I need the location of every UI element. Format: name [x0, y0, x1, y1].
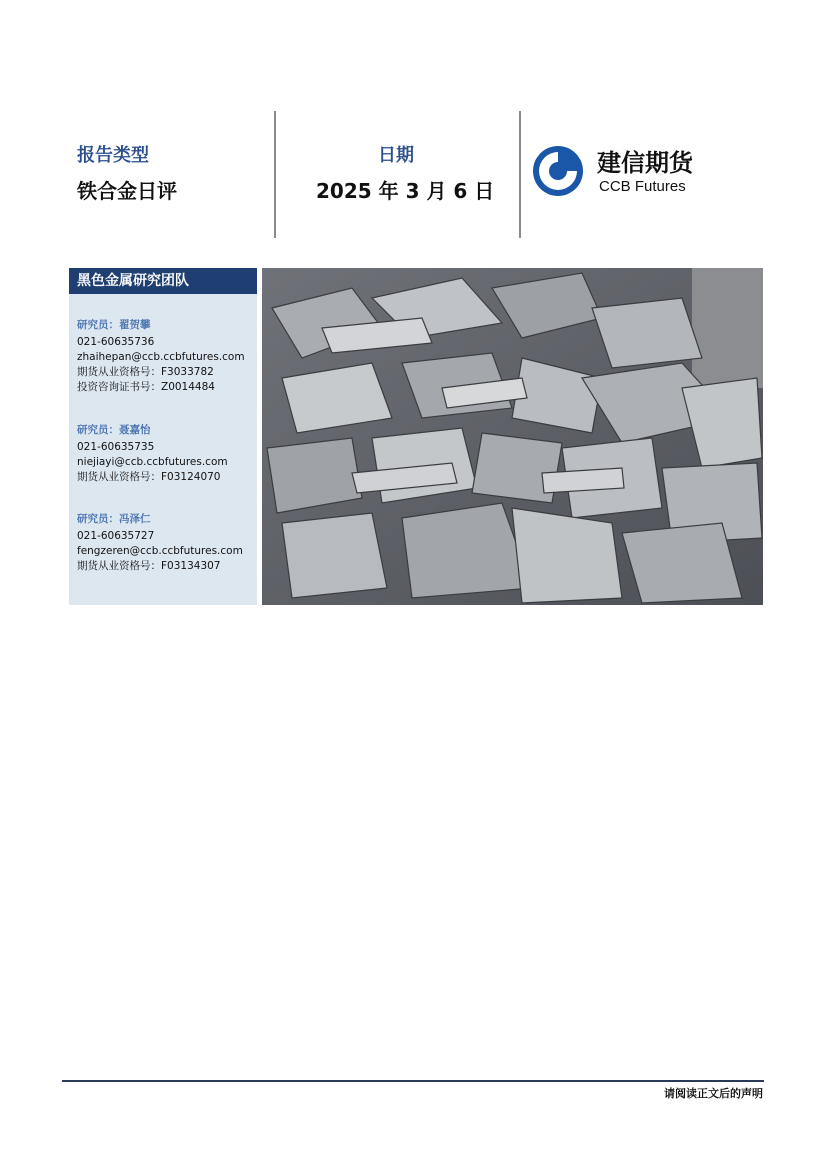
footer-disclaimer: 请阅读正文后的声明 — [664, 1087, 763, 1100]
researcher-name: 研究员：翟贺攀 — [77, 319, 151, 331]
researcher-card — [77, 318, 245, 395]
researcher-email[interactable]: fengzeren@ccb.ccbfutures.com — [77, 545, 243, 557]
logo-name-en: CCB Futures — [599, 178, 686, 195]
researcher-phone: 021-60635736 — [77, 336, 155, 348]
report-type-label: 报告类型 — [77, 145, 149, 166]
ccb-futures-logo — [533, 146, 753, 196]
header-divider-left — [274, 111, 276, 238]
footer-divider — [62, 1080, 764, 1082]
researcher-name: 研究员：聂嘉怡 — [77, 424, 151, 436]
team-title: 黑色金属研究团队 — [69, 268, 257, 294]
researcher-phone: 021-60635727 — [77, 530, 155, 542]
researcher-phone: 021-60635735 — [77, 441, 155, 453]
header-divider-right — [519, 111, 521, 238]
logo-name-cn: 建信期货 — [597, 149, 693, 177]
ccb-logo-icon — [533, 146, 753, 196]
researcher-email[interactable]: zhaihepan@ccb.ccbfutures.com — [77, 351, 245, 363]
researcher-name: 研究员：冯泽仁 — [77, 513, 151, 525]
researcher-license: 期货从业资格号：F03124070 — [77, 471, 221, 483]
researcher-card — [77, 423, 228, 485]
researcher-card — [77, 512, 243, 574]
researcher-email[interactable]: niejiayi@ccb.ccbfutures.com — [77, 456, 228, 468]
date-value: 2025 年 3 月 6 日 — [316, 179, 495, 203]
report-type-value: 铁合金日评 — [77, 179, 177, 203]
researcher-consult: 投资咨询证书号：Z0014484 — [77, 381, 215, 393]
metal-chunks-image — [262, 268, 763, 605]
ferroalloy-photo — [262, 268, 763, 605]
researcher-license: 期货从业资格号：F03134307 — [77, 560, 221, 572]
researcher-license: 期货从业资格号：F3033782 — [77, 366, 214, 378]
date-label: 日期 — [378, 145, 414, 166]
